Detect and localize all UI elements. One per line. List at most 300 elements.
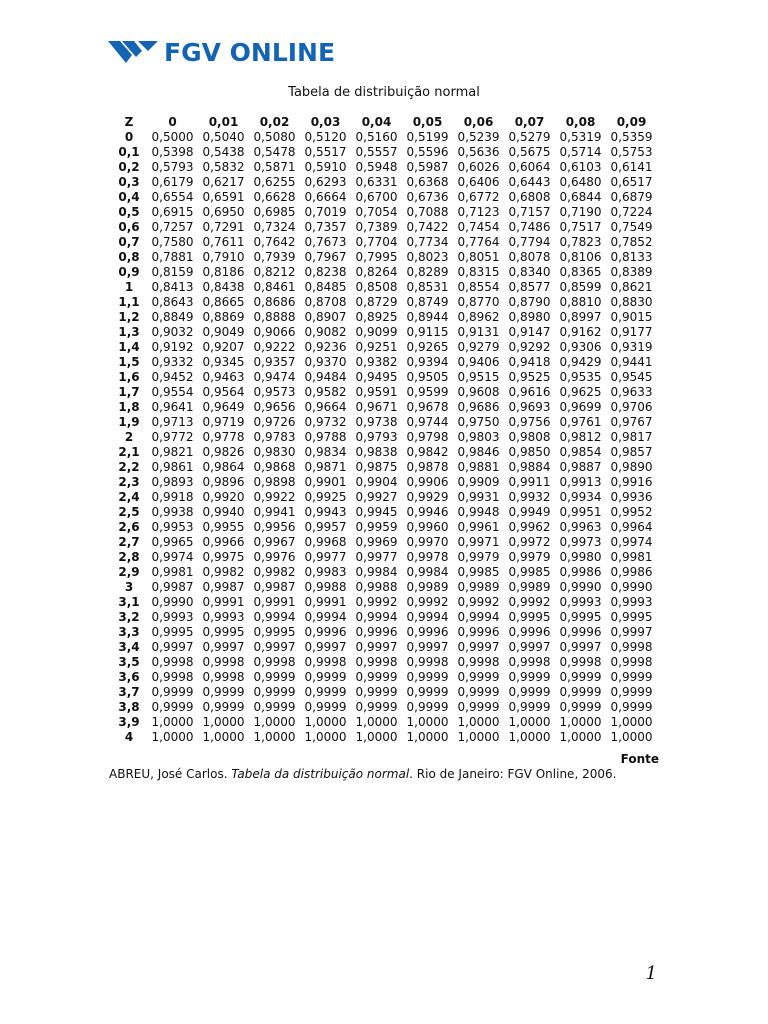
probability-cell: 0,9783 <box>253 430 296 444</box>
probability-cell: 0,9996 <box>457 625 500 639</box>
probability-cell: 0,5517 <box>304 145 347 159</box>
probability-cell: 0,9999 <box>253 685 296 699</box>
probability-cell: 0,9999 <box>610 685 653 699</box>
probability-cell: 0,9808 <box>508 430 551 444</box>
probability-cell: 0,9999 <box>406 700 449 714</box>
probability-cell: 0,9977 <box>355 550 398 564</box>
probability-cell: 0,9986 <box>610 565 653 579</box>
probability-cell: 0,9441 <box>610 355 653 369</box>
column-header: 0,09 <box>616 114 647 129</box>
probability-cell: 0,5478 <box>253 145 296 159</box>
probability-cell: 0,9998 <box>610 640 653 654</box>
probability-cell: 0,7257 <box>151 220 194 234</box>
probability-cell: 1,0000 <box>508 715 551 729</box>
probability-cell: 0,9999 <box>559 700 602 714</box>
probability-cell: 0,9993 <box>610 595 653 609</box>
probability-cell: 0,9995 <box>559 610 602 624</box>
table-row <box>111 340 657 355</box>
z-value-cell: 0 <box>124 130 134 144</box>
probability-cell: 0,9909 <box>457 475 500 489</box>
probability-cell: 0,9994 <box>355 610 398 624</box>
probability-cell: 0,9893 <box>151 475 194 489</box>
probability-cell: 0,7673 <box>304 235 347 249</box>
probability-cell: 0,8238 <box>304 265 347 279</box>
probability-cell: 0,8133 <box>610 250 653 264</box>
table-row <box>111 475 657 490</box>
probability-cell: 0,8461 <box>253 280 296 294</box>
probability-cell: 0,6879 <box>610 190 653 204</box>
probability-cell: 0,6293 <box>304 175 347 189</box>
probability-cell: 0,7454 <box>457 220 500 234</box>
probability-cell: 0,8159 <box>151 265 194 279</box>
probability-cell: 0,9989 <box>508 580 551 594</box>
probability-cell: 0,9989 <box>406 580 449 594</box>
probability-cell: 0,9941 <box>253 505 296 519</box>
probability-cell: 0,9992 <box>457 595 500 609</box>
probability-cell: 0,9997 <box>508 640 551 654</box>
probability-cell: 0,8830 <box>610 295 653 309</box>
probability-cell: 0,9997 <box>559 640 602 654</box>
probability-cell: 0,9979 <box>457 550 500 564</box>
probability-cell: 0,9999 <box>406 670 449 684</box>
probability-cell: 0,9998 <box>202 670 245 684</box>
probability-cell: 0,9945 <box>355 505 398 519</box>
z-value-cell: 2,7 <box>118 535 140 549</box>
probability-cell: 0,7852 <box>610 235 653 249</box>
table-row <box>111 595 657 610</box>
probability-cell: 0,9922 <box>253 490 296 504</box>
probability-cell: 0,5319 <box>559 130 602 144</box>
probability-cell: 0,9995 <box>508 610 551 624</box>
probability-cell: 0,9616 <box>508 385 551 399</box>
probability-cell: 0,9857 <box>610 445 653 459</box>
probability-cell: 0,8340 <box>508 265 551 279</box>
probability-cell: 0,8599 <box>559 280 602 294</box>
probability-cell: 0,9406 <box>457 355 500 369</box>
probability-cell: 0,9997 <box>202 640 245 654</box>
table-row <box>111 205 657 220</box>
probability-cell: 0,9904 <box>355 475 398 489</box>
z-value-cell: 3,6 <box>118 670 140 684</box>
probability-cell: 0,6406 <box>457 175 500 189</box>
probability-cell: 0,9999 <box>202 685 245 699</box>
probability-cell: 0,9394 <box>406 355 449 369</box>
probability-cell: 0,9971 <box>457 535 500 549</box>
probability-cell: 0,6844 <box>559 190 602 204</box>
table-row <box>111 685 657 700</box>
probability-cell: 0,9982 <box>202 565 245 579</box>
probability-cell: 0,9989 <box>457 580 500 594</box>
probability-cell: 0,9699 <box>559 400 602 414</box>
probability-cell: 0,9032 <box>151 325 194 339</box>
probability-cell: 0,9998 <box>304 655 347 669</box>
column-header: 0,08 <box>565 114 596 129</box>
probability-cell: 0,9961 <box>457 520 500 534</box>
probability-cell: 0,9265 <box>406 340 449 354</box>
probability-cell: 0,7734 <box>406 235 449 249</box>
table-row <box>111 355 657 370</box>
probability-cell: 0,7910 <box>202 250 245 264</box>
probability-cell: 0,9656 <box>253 400 296 414</box>
table-row <box>111 565 657 580</box>
probability-cell: 0,5987 <box>406 160 449 174</box>
probability-cell: 0,9997 <box>253 640 296 654</box>
probability-cell: 0,9484 <box>304 370 347 384</box>
probability-cell: 0,9987 <box>151 580 194 594</box>
probability-cell: 0,6179 <box>151 175 194 189</box>
probability-cell: 0,8485 <box>304 280 347 294</box>
probability-cell: 0,6064 <box>508 160 551 174</box>
table-row <box>111 295 657 310</box>
probability-cell: 0,5239 <box>457 130 500 144</box>
table-row <box>111 490 657 505</box>
probability-cell: 0,9162 <box>559 325 602 339</box>
column-header: 0 <box>168 114 177 129</box>
probability-cell: 0,9726 <box>253 415 296 429</box>
probability-cell: 0,7642 <box>253 235 296 249</box>
page-number: 1 <box>645 963 657 984</box>
table-row <box>111 655 657 670</box>
z-value-cell: 0,3 <box>118 175 140 189</box>
probability-cell: 0,9992 <box>406 595 449 609</box>
probability-cell: 0,9998 <box>610 655 653 669</box>
probability-cell: 0,9943 <box>304 505 347 519</box>
probability-cell: 0,5832 <box>202 160 245 174</box>
probability-cell: 0,9999 <box>253 700 296 714</box>
probability-cell: 0,9706 <box>610 400 653 414</box>
probability-cell: 0,7486 <box>508 220 551 234</box>
probability-cell: 0,9812 <box>559 430 602 444</box>
z-value-cell: 0,4 <box>118 190 140 204</box>
probability-cell: 0,9999 <box>610 700 653 714</box>
probability-cell: 0,9306 <box>559 340 602 354</box>
z-value-cell: 3 <box>124 580 134 594</box>
probability-cell: 1,0000 <box>406 715 449 729</box>
probability-cell: 0,9998 <box>202 655 245 669</box>
probability-cell: 0,8686 <box>253 295 296 309</box>
probability-cell: 0,9990 <box>559 580 602 594</box>
probability-cell: 0,9803 <box>457 430 500 444</box>
column-header: 0,03 <box>310 114 341 129</box>
probability-cell: 0,8051 <box>457 250 500 264</box>
probability-cell: 0,9948 <box>457 505 500 519</box>
probability-cell: 0,8023 <box>406 250 449 264</box>
probability-cell: 0,9147 <box>508 325 551 339</box>
probability-cell: 0,9222 <box>253 340 296 354</box>
probability-cell: 0,6255 <box>253 175 296 189</box>
probability-cell: 0,9788 <box>304 430 347 444</box>
table-body <box>111 130 657 745</box>
probability-cell: 0,9251 <box>355 340 398 354</box>
probability-cell: 0,6985 <box>253 205 296 219</box>
probability-cell: 0,9976 <box>253 550 296 564</box>
probability-cell: 0,9997 <box>406 640 449 654</box>
probability-cell: 0,9756 <box>508 415 551 429</box>
probability-cell: 0,9370 <box>304 355 347 369</box>
probability-cell: 0,7324 <box>253 220 296 234</box>
probability-cell: 0,9633 <box>610 385 653 399</box>
probability-cell: 0,6141 <box>610 160 653 174</box>
probability-cell: 0,9994 <box>457 610 500 624</box>
probability-cell: 0,9974 <box>151 550 194 564</box>
z-value-cell: 2,4 <box>118 490 140 504</box>
probability-cell: 0,6915 <box>151 205 194 219</box>
probability-cell: 0,9916 <box>610 475 653 489</box>
z-value-cell: 1,8 <box>118 400 140 414</box>
probability-cell: 0,9515 <box>457 370 500 384</box>
z-value-cell: 3,4 <box>118 640 140 654</box>
probability-cell: 0,8531 <box>406 280 449 294</box>
probability-cell: 0,9993 <box>559 595 602 609</box>
probability-cell: 0,9738 <box>355 415 398 429</box>
z-value-cell: 1,2 <box>118 310 140 324</box>
probability-cell: 0,9292 <box>508 340 551 354</box>
probability-cell: 0,5753 <box>610 145 653 159</box>
probability-cell: 0,7704 <box>355 235 398 249</box>
probability-cell: 1,0000 <box>304 715 347 729</box>
probability-cell: 0,9474 <box>253 370 296 384</box>
probability-cell: 0,9999 <box>355 670 398 684</box>
probability-cell: 0,5871 <box>253 160 296 174</box>
z-value-cell: 1,9 <box>118 415 140 429</box>
probability-cell: 0,9997 <box>304 640 347 654</box>
probability-cell: 0,9978 <box>406 550 449 564</box>
probability-cell: 0,9967 <box>253 535 296 549</box>
probability-cell: 0,9932 <box>508 490 551 504</box>
probability-cell: 0,7224 <box>610 205 653 219</box>
probability-cell: 0,8907 <box>304 310 347 324</box>
probability-cell: 0,9981 <box>151 565 194 579</box>
table-row <box>111 385 657 400</box>
probability-cell: 0,8315 <box>457 265 500 279</box>
probability-cell: 0,9429 <box>559 355 602 369</box>
table-row <box>111 700 657 715</box>
z-value-cell: 1 <box>124 280 134 294</box>
probability-cell: 0,5398 <box>151 145 194 159</box>
probability-cell: 0,8962 <box>457 310 500 324</box>
probability-cell: 0,6664 <box>304 190 347 204</box>
probability-cell: 0,9995 <box>202 625 245 639</box>
probability-cell: 0,9999 <box>457 685 500 699</box>
probability-cell: 0,8389 <box>610 265 653 279</box>
table-row <box>111 130 657 145</box>
probability-cell: 0,8790 <box>508 295 551 309</box>
probability-cell: 0,5557 <box>355 145 398 159</box>
probability-cell: 0,9999 <box>508 685 551 699</box>
probability-cell: 0,9979 <box>508 550 551 564</box>
probability-cell: 0,9988 <box>304 580 347 594</box>
probability-cell: 0,7611 <box>202 235 245 249</box>
probability-cell: 0,8413 <box>151 280 194 294</box>
probability-cell: 0,9972 <box>508 535 551 549</box>
probability-cell: 0,7389 <box>355 220 398 234</box>
probability-cell: 0,9955 <box>202 520 245 534</box>
table-row <box>111 715 657 730</box>
table-row <box>111 280 657 295</box>
probability-cell: 1,0000 <box>457 730 500 744</box>
probability-cell: 0,8289 <box>406 265 449 279</box>
probability-cell: 1,0000 <box>151 715 194 729</box>
probability-cell: 0,6950 <box>202 205 245 219</box>
citation-work-title: Tabela da distribuição normal <box>231 767 410 781</box>
probability-cell: 0,9099 <box>355 325 398 339</box>
z-value-cell: 0,6 <box>118 220 140 234</box>
probability-cell: 0,8925 <box>355 310 398 324</box>
table-row <box>111 505 657 520</box>
probability-cell: 0,9678 <box>406 400 449 414</box>
probability-cell: 0,9913 <box>559 475 602 489</box>
probability-cell: 0,9974 <box>610 535 653 549</box>
probability-cell: 0,9236 <box>304 340 347 354</box>
probability-cell: 0,8508 <box>355 280 398 294</box>
probability-cell: 0,7422 <box>406 220 449 234</box>
probability-cell: 0,9968 <box>304 535 347 549</box>
probability-cell: 0,8078 <box>508 250 551 264</box>
z-value-cell: 3,3 <box>118 625 140 639</box>
probability-cell: 0,9015 <box>610 310 653 324</box>
probability-cell: 0,9871 <box>304 460 347 474</box>
probability-cell: 0,6517 <box>610 175 653 189</box>
z-value-cell: 2,5 <box>118 505 140 519</box>
probability-cell: 0,9985 <box>457 565 500 579</box>
probability-cell: 1,0000 <box>406 730 449 744</box>
z-value-cell: 2,8 <box>118 550 140 564</box>
probability-cell: 0,7764 <box>457 235 500 249</box>
probability-cell: 0,7019 <box>304 205 347 219</box>
probability-cell: 1,0000 <box>610 730 653 744</box>
table-row <box>111 520 657 535</box>
probability-cell: 0,9975 <box>202 550 245 564</box>
probability-cell: 0,9999 <box>151 700 194 714</box>
probability-cell: 0,9997 <box>151 640 194 654</box>
probability-cell: 0,9842 <box>406 445 449 459</box>
probability-cell: 0,9959 <box>355 520 398 534</box>
z-value-cell: 4 <box>124 730 134 744</box>
probability-cell: 0,9980 <box>559 550 602 564</box>
probability-cell: 0,5675 <box>508 145 551 159</box>
probability-cell: 0,9591 <box>355 385 398 399</box>
probability-cell: 0,6591 <box>202 190 245 204</box>
probability-cell: 0,8770 <box>457 295 500 309</box>
probability-cell: 0,9999 <box>508 700 551 714</box>
probability-cell: 0,9970 <box>406 535 449 549</box>
probability-cell: 0,9953 <box>151 520 194 534</box>
z-value-cell: 0,5 <box>118 205 140 219</box>
probability-cell: 0,6808 <box>508 190 551 204</box>
probability-cell: 0,9999 <box>559 670 602 684</box>
probability-cell: 0,5948 <box>355 160 398 174</box>
probability-cell: 0,9545 <box>610 370 653 384</box>
probability-cell: 0,8577 <box>508 280 551 294</box>
probability-cell: 0,9956 <box>253 520 296 534</box>
probability-cell: 0,9854 <box>559 445 602 459</box>
probability-cell: 0,9999 <box>457 670 500 684</box>
probability-cell: 0,5199 <box>406 130 449 144</box>
probability-cell: 0,9778 <box>202 430 245 444</box>
probability-cell: 0,9732 <box>304 415 347 429</box>
probability-cell: 1,0000 <box>355 730 398 744</box>
table-row <box>111 265 657 280</box>
column-header: 0,07 <box>514 114 545 129</box>
table-row <box>111 535 657 550</box>
table-row <box>111 460 657 475</box>
probability-cell: 0,9319 <box>610 340 653 354</box>
probability-cell: 0,9744 <box>406 415 449 429</box>
probability-cell: 0,9793 <box>355 430 398 444</box>
table-row <box>111 625 657 640</box>
probability-cell: 0,7794 <box>508 235 551 249</box>
probability-cell: 0,8944 <box>406 310 449 324</box>
probability-cell: 0,9066 <box>253 325 296 339</box>
probability-cell: 0,9664 <box>304 400 347 414</box>
probability-cell: 0,9929 <box>406 490 449 504</box>
probability-cell: 0,9931 <box>457 490 500 504</box>
table-row <box>111 370 657 385</box>
probability-cell: 0,9963 <box>559 520 602 534</box>
probability-cell: 0,9990 <box>151 595 194 609</box>
probability-cell: 0,9957 <box>304 520 347 534</box>
probability-cell: 0,9999 <box>304 670 347 684</box>
probability-cell: 0,8264 <box>355 265 398 279</box>
probability-cell: 0,9992 <box>355 595 398 609</box>
probability-cell: 0,8888 <box>253 310 296 324</box>
probability-cell: 0,9798 <box>406 430 449 444</box>
probability-cell: 0,9925 <box>304 490 347 504</box>
probability-cell: 0,7291 <box>202 220 245 234</box>
probability-cell: 0,6700 <box>355 190 398 204</box>
probability-cell: 0,9984 <box>406 565 449 579</box>
probability-cell: 0,9505 <box>406 370 449 384</box>
probability-cell: 0,9998 <box>406 655 449 669</box>
probability-cell: 0,9896 <box>202 475 245 489</box>
probability-cell: 0,9608 <box>457 385 500 399</box>
probability-cell: 0,9693 <box>508 400 551 414</box>
probability-cell: 0,9987 <box>202 580 245 594</box>
probability-cell: 0,9995 <box>610 610 653 624</box>
probability-cell: 0,9999 <box>355 685 398 699</box>
probability-cell: 0,9382 <box>355 355 398 369</box>
probability-cell: 0,9991 <box>304 595 347 609</box>
table-row <box>111 640 657 655</box>
probability-cell: 0,9996 <box>406 625 449 639</box>
probability-cell: 0,9999 <box>610 670 653 684</box>
probability-cell: 0,9554 <box>151 385 194 399</box>
probability-cell: 0,5000 <box>151 130 194 144</box>
z-value-cell: 0,7 <box>118 235 140 249</box>
probability-cell: 0,9625 <box>559 385 602 399</box>
probability-cell: 0,9671 <box>355 400 398 414</box>
probability-cell: 1,0000 <box>559 730 602 744</box>
table-row <box>111 235 657 250</box>
probability-cell: 0,5910 <box>304 160 347 174</box>
probability-cell: 0,9452 <box>151 370 194 384</box>
probability-cell: 0,9177 <box>610 325 653 339</box>
probability-cell: 0,9999 <box>253 670 296 684</box>
probability-cell: 0,9878 <box>406 460 449 474</box>
z-value-cell: 3,8 <box>118 700 140 714</box>
probability-cell: 0,9965 <box>151 535 194 549</box>
probability-cell: 0,9418 <box>508 355 551 369</box>
probability-cell: 0,9991 <box>253 595 296 609</box>
probability-cell: 0,9998 <box>559 655 602 669</box>
probability-cell: 0,5120 <box>304 130 347 144</box>
probability-cell: 0,8997 <box>559 310 602 324</box>
probability-cell: 0,7123 <box>457 205 500 219</box>
probability-cell: 1,0000 <box>457 715 500 729</box>
probability-cell: 0,9573 <box>253 385 296 399</box>
probability-cell: 0,9998 <box>457 655 500 669</box>
probability-cell: 0,9987 <box>253 580 296 594</box>
